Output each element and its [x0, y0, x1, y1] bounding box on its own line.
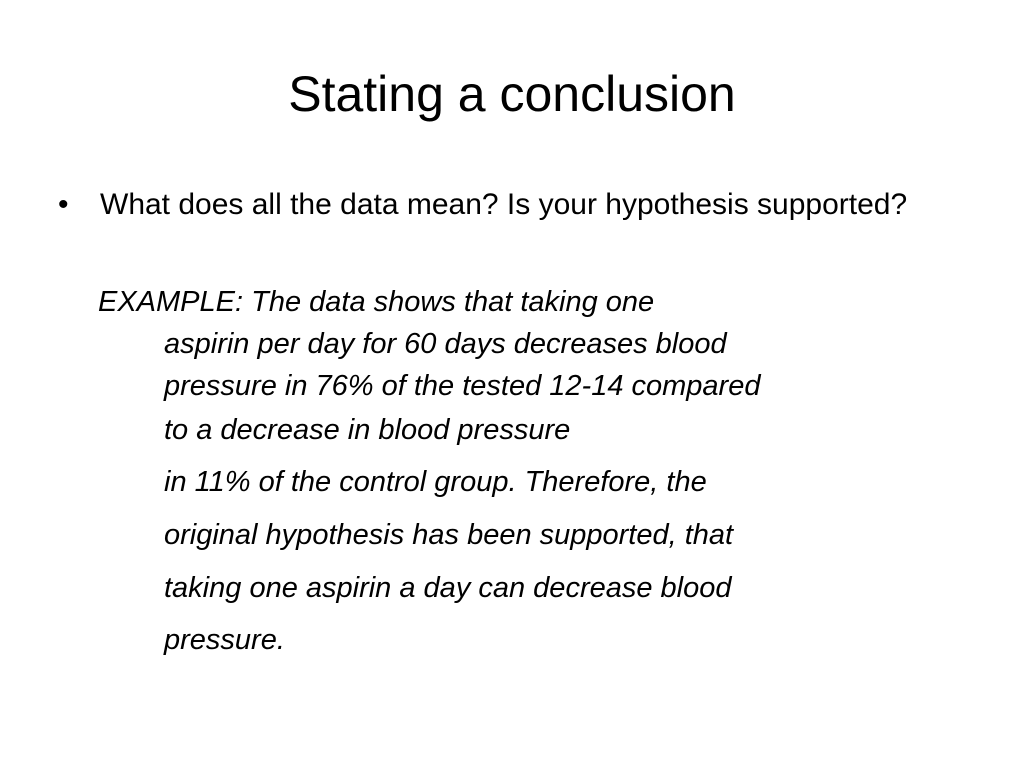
example-line: in 11% of the control group. Therefore, the — [164, 466, 707, 498]
example-line: pressure. — [164, 624, 285, 656]
example-line: pressure in 76% of the tested 12-14 compared — [164, 370, 761, 402]
example-line: taking one aspirin a day can decrease blood — [164, 572, 732, 604]
slide-title: Stating a conclusion — [288, 66, 736, 122]
bullet-text: What does all the data mean? Is your hypothesis supported? — [100, 188, 908, 221]
example-line: aspirin per day for 60 days decreases blood — [164, 328, 727, 360]
example-line: to a decrease in blood pressure — [164, 414, 571, 446]
bullet-icon: • — [58, 188, 69, 221]
example-line: original hypothesis has been supported, that — [164, 519, 734, 551]
example-line: EXAMPLE: The data shows that taking one — [98, 286, 655, 318]
